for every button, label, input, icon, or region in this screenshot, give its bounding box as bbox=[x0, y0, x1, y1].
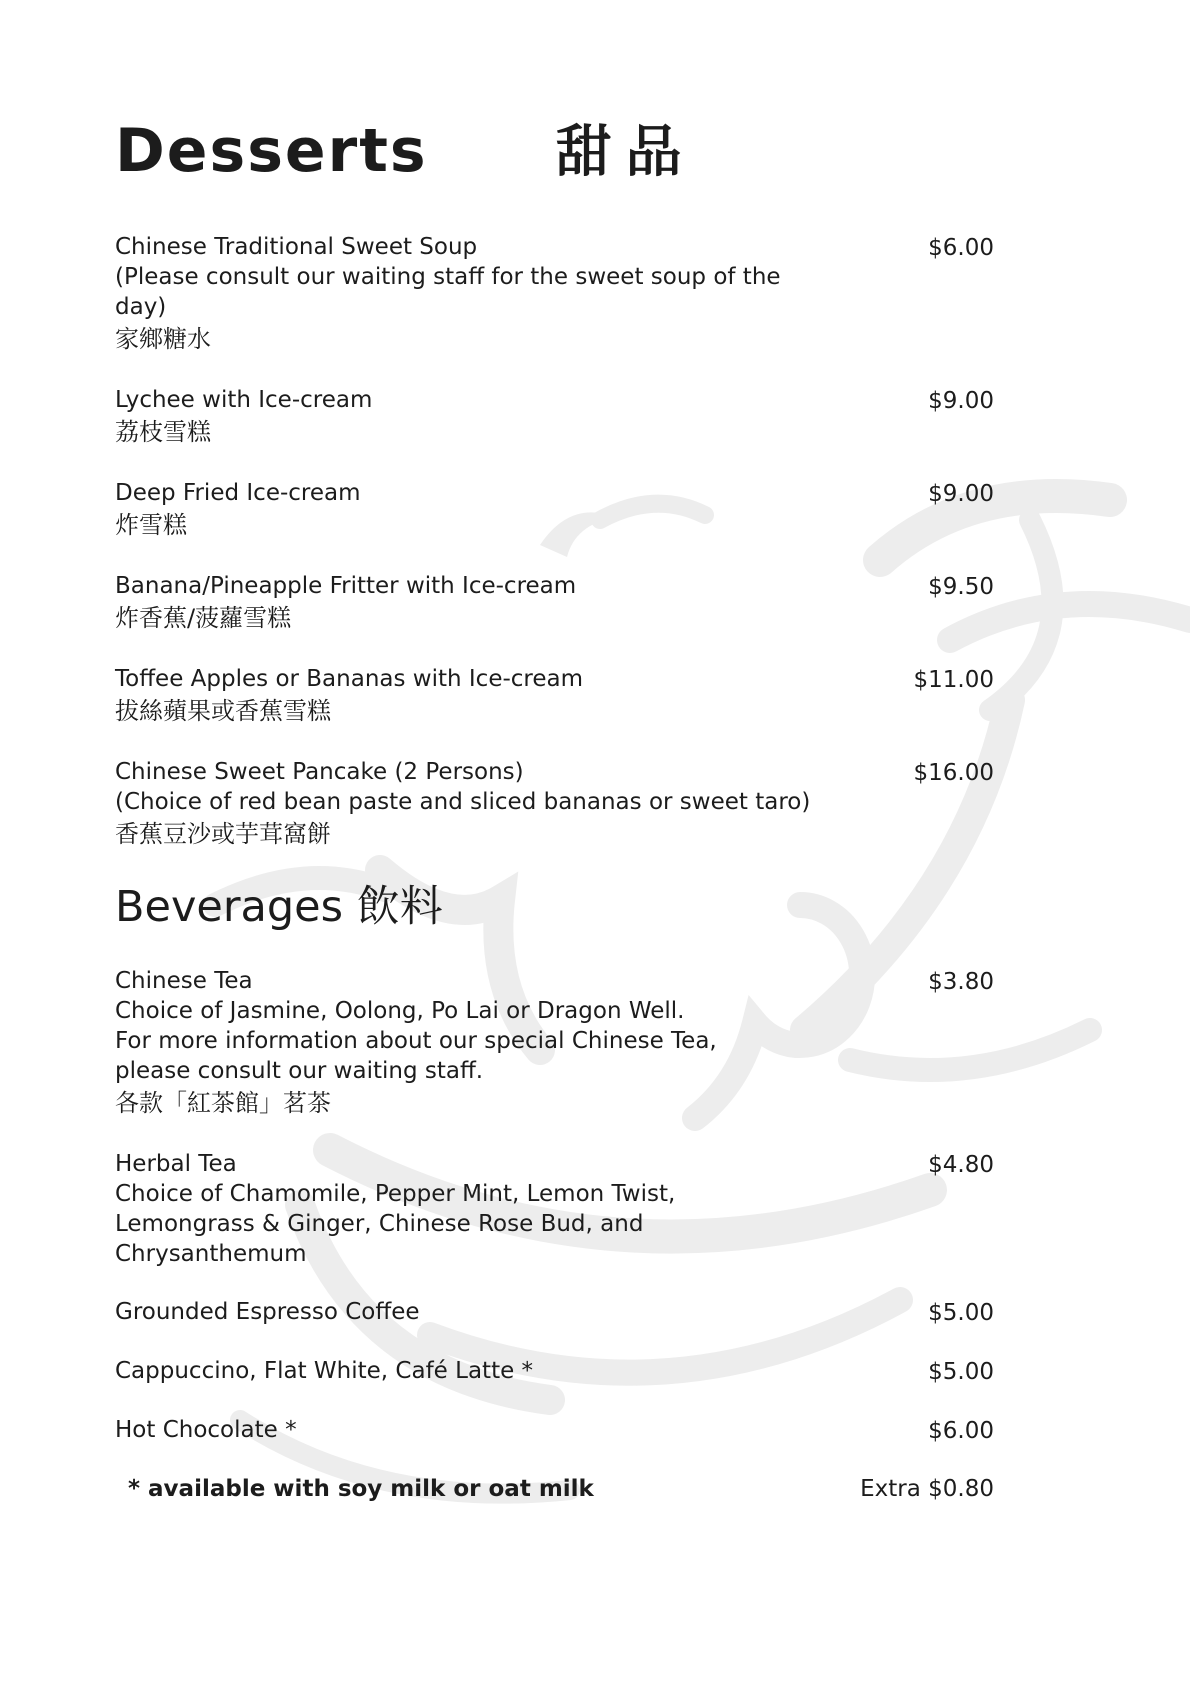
item-note: Choice of Chamomile, Pepper Mint, Lemon Twist, bbox=[115, 1181, 676, 1207]
menu-item-text bbox=[115, 385, 372, 450]
footnote-text: * available with soy milk or oat milk bbox=[128, 1476, 594, 1502]
menu-content bbox=[115, 112, 994, 1504]
item-note: (Please consult our waiting staff for the sweet soup of the day) bbox=[115, 264, 781, 320]
menu-item-text bbox=[115, 571, 576, 636]
menu-item-row bbox=[115, 1149, 994, 1269]
item-name: Lychee with Ice-cream bbox=[115, 387, 373, 413]
item-name: Chinese Traditional Sweet Soup bbox=[115, 234, 478, 260]
menu-item-row bbox=[115, 757, 994, 852]
item-name: Deep Fried Ice-cream bbox=[115, 480, 361, 506]
item-name-chinese: 香蕉豆沙或芋茸窩餅 bbox=[115, 820, 331, 848]
item-name: Chinese Sweet Pancake (2 Persons) bbox=[115, 759, 524, 785]
item-price: $4.80 bbox=[928, 1152, 994, 1178]
item-name: Chinese Tea bbox=[115, 968, 253, 994]
item-price: $3.80 bbox=[928, 969, 994, 995]
item-name-chinese: 荔枝雪糕 bbox=[115, 418, 211, 446]
footnote-row bbox=[115, 1474, 994, 1504]
item-name: Grounded Espresso Coffee bbox=[115, 1299, 420, 1325]
menu-item-row bbox=[115, 1297, 994, 1328]
item-name: Herbal Tea bbox=[115, 1151, 237, 1177]
item-note: Lemongrass & Ginger, Chinese Rose Bud, and Chrysanthemum bbox=[115, 1211, 644, 1267]
item-name-chinese: 拔絲蘋果或香蕉雪糕 bbox=[115, 697, 331, 725]
menu-item-text bbox=[115, 1356, 533, 1386]
menu-item-text bbox=[115, 1415, 297, 1445]
item-name-chinese: 炸雪糕 bbox=[115, 511, 187, 539]
item-name: Toffee Apples or Bananas with Ice-cream bbox=[115, 666, 584, 692]
item-name-chinese: 炸香蕉/菠蘿雪糕 bbox=[115, 604, 292, 632]
menu-item-row bbox=[115, 385, 994, 450]
item-price: $9.00 bbox=[928, 481, 994, 507]
desserts-section bbox=[115, 232, 994, 852]
item-price: $16.00 bbox=[913, 760, 994, 786]
item-price: $6.00 bbox=[928, 235, 994, 261]
desserts-item-list bbox=[115, 232, 994, 852]
item-price: $9.50 bbox=[928, 574, 994, 600]
page-title bbox=[115, 112, 994, 192]
item-price: $5.00 bbox=[928, 1359, 994, 1385]
item-note: Choice of Jasmine, Oolong, Po Lai or Dragon Well. bbox=[115, 998, 685, 1024]
item-name-chinese: 各款「紅茶館」茗茶 bbox=[115, 1089, 331, 1117]
beverages-section bbox=[115, 966, 994, 1446]
beverages-item-list bbox=[115, 966, 994, 1446]
item-price: $11.00 bbox=[913, 667, 994, 693]
item-note: For more information about our special Chinese Tea, bbox=[115, 1028, 717, 1054]
item-name: Hot Chocolate * bbox=[115, 1417, 297, 1443]
menu-item-text bbox=[115, 1297, 420, 1327]
item-note: please consult our waiting staff. bbox=[115, 1058, 484, 1084]
menu-item-row bbox=[115, 664, 994, 729]
menu-item-text bbox=[115, 966, 717, 1121]
page-title-english: Desserts bbox=[115, 116, 428, 186]
menu-item-text bbox=[115, 1149, 835, 1269]
item-price: $6.00 bbox=[928, 1418, 994, 1444]
menu-item-text bbox=[115, 478, 361, 543]
footnote-price: Extra $0.80 bbox=[860, 1476, 994, 1502]
item-price: $5.00 bbox=[928, 1300, 994, 1326]
item-name: Cappuccino, Flat White, Café Latte * bbox=[115, 1358, 534, 1384]
menu-item-row bbox=[115, 966, 994, 1121]
page-title-chinese: 甜品 bbox=[555, 120, 696, 185]
menu-item-row bbox=[115, 1415, 994, 1446]
item-note: (Choice of red bean paste and sliced bananas or sweet taro) bbox=[115, 789, 811, 815]
menu-item-row bbox=[115, 232, 994, 357]
menu-item-text bbox=[115, 232, 835, 357]
menu-item-row bbox=[115, 571, 994, 636]
item-name: Banana/Pineapple Fritter with Ice-cream bbox=[115, 573, 577, 599]
menu-item-text bbox=[115, 757, 810, 852]
menu-item-text bbox=[115, 664, 583, 729]
menu-item-row bbox=[115, 1356, 994, 1387]
menu-item-row bbox=[115, 478, 994, 543]
item-name-chinese: 家鄉糖水 bbox=[115, 325, 211, 353]
beverages-heading: Beverages 飲料 bbox=[115, 882, 443, 932]
item-price: $9.00 bbox=[928, 388, 994, 414]
